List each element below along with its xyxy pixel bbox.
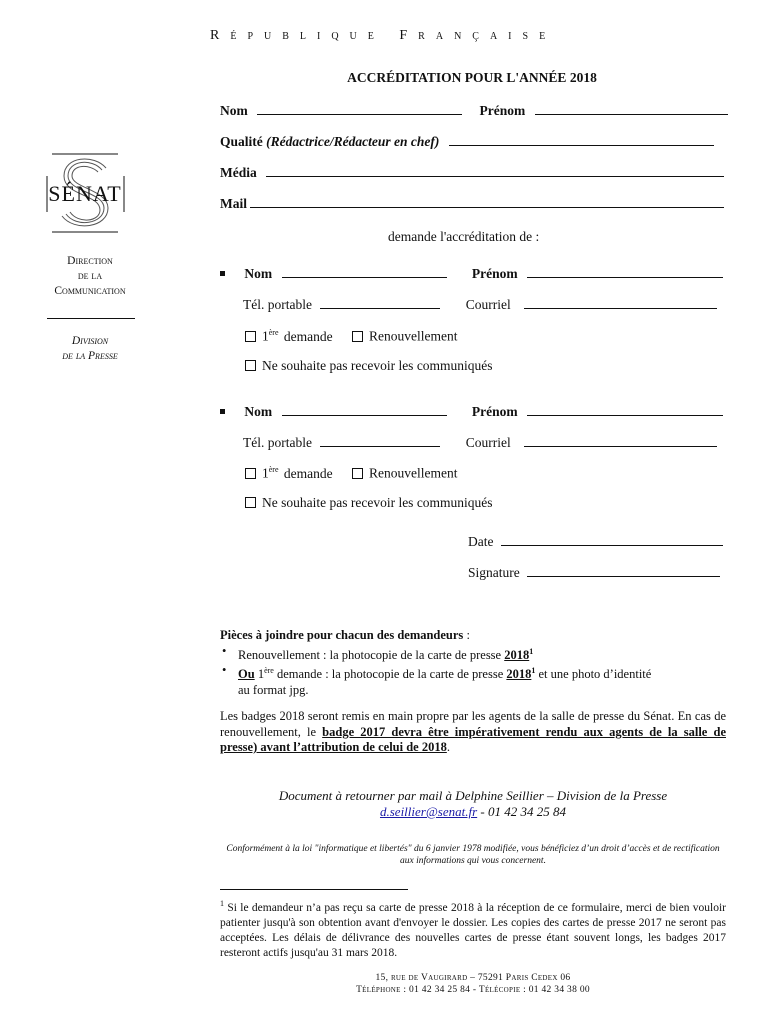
person1-prenom-field[interactable]: [527, 276, 723, 278]
page-title: ACCRÉDITATION POUR L'ANNÉE 2018: [347, 70, 597, 85]
person2-premiere-checkbox[interactable]: [245, 468, 256, 479]
media-row: [220, 165, 724, 181]
nom-field[interactable]: [257, 113, 462, 115]
person2-nocom-checkbox[interactable]: [245, 497, 256, 508]
media-field[interactable]: [266, 175, 724, 177]
person2-contact-row: [243, 435, 747, 451]
person1-nocom-row: Ne souhaite pas recevoir les communiqués: [245, 358, 749, 374]
qualite-hint: (Rédactrice/Rédacteur en chef): [266, 134, 440, 149]
person2-type-row: 1ère demande Renouvellement: [245, 465, 749, 482]
person2-nom-field[interactable]: [282, 414, 447, 416]
prenom-field[interactable]: [535, 113, 728, 115]
signature-label: Signature: [468, 565, 520, 580]
person2-courriel-label: Courriel: [465, 435, 511, 450]
senat-logo-text: SÉNAT: [48, 181, 122, 206]
return-info: Document à retourner par mail à Delphine Seillier – Division de la Presse d.seillier@senat.fr - 01 42 34 25 84: [278, 788, 668, 819]
media-label: Média: [220, 165, 257, 180]
qualite-field[interactable]: [449, 144, 714, 146]
person1-courriel-field[interactable]: [524, 307, 717, 309]
qualite-label: Qualité: [220, 134, 263, 149]
qualite-row: [220, 134, 724, 150]
date-field[interactable]: [501, 544, 723, 546]
footnote-rule: [220, 889, 408, 890]
bullet-icon: [220, 409, 225, 414]
division-presse: Division de la Presse: [62, 335, 118, 362]
pieces-item-2: • Ou 1ère demande : la photocopie de la carte de presse 2018$^1$ et une photo d’identité au format jpg.: [222, 663, 652, 697]
sidebar-divider: [47, 318, 135, 319]
pieces-item-1: • Renouvellement : la photocopie de la carte de presse 2018$^1$: [222, 643, 534, 662]
direction-communication: Direction de la Communication: [54, 255, 126, 297]
demande-text: demande l'accréditation de :: [388, 229, 540, 244]
nom-label: Nom: [220, 103, 248, 118]
person2-nocom-row: Ne souhaite pas recevoir les communiqués: [245, 495, 749, 511]
person1-name-row: [220, 266, 724, 282]
pieces-section: Pièces à joindre pour chacun des demandeurs : • Renouvellement : la photocopie de la carte de presse 2018$^1$ • Ou 1ère demande : la photocopie de la carte de presse 2018$^1$ et une photo d’identité au format jpg.: [220, 628, 726, 698]
person2-tel-field[interactable]: [320, 445, 440, 447]
mail-row: [220, 196, 724, 212]
person2-nom-label: Nom: [244, 404, 273, 419]
person2-name-row: [220, 404, 724, 420]
person1-premiere-checkbox[interactable]: [245, 331, 256, 342]
person2-prenom-label: Prénom: [471, 404, 518, 419]
person1-renouvellement-checkbox[interactable]: [352, 331, 363, 342]
person2-renouvellement-checkbox[interactable]: [352, 468, 363, 479]
signature-field[interactable]: [527, 575, 720, 577]
pieces-heading: Pièces à joindre pour chacun des demandeurs: [220, 628, 464, 642]
contact-email-link[interactable]: d.seillier@senat.fr: [379, 804, 478, 819]
mail-label: Mail: [220, 196, 247, 211]
person2-prenom-field[interactable]: [527, 414, 723, 416]
date-row: [468, 534, 724, 550]
header-republique: République Française: [210, 28, 557, 43]
person1-nom-label: Nom: [244, 266, 273, 281]
person1-contact-row: [243, 297, 747, 313]
nom-prenom-row: [220, 103, 724, 119]
person1-tel-field[interactable]: [320, 307, 440, 309]
signature-row: [468, 565, 724, 581]
mail-field[interactable]: [250, 206, 724, 208]
address-footer: 15, rue de Vaugirard – 75291 Paris Cedex 06 Téléphone : 01 42 34 25 84 - Télécopie : 01 42 34 38 00: [356, 973, 590, 995]
date-label: Date: [468, 534, 494, 549]
person1-nocom-checkbox[interactable]: [245, 360, 256, 371]
person1-nom-field[interactable]: [282, 276, 447, 278]
person2-tel-label: Tél. portable: [243, 435, 312, 450]
person1-tel-label: Tél. portable: [243, 297, 312, 312]
badges-paragraph: Les badges 2018 seront remis en main propre par les agents de la salle de presse du Sénat. En cas de renouvellement, le badge 2017 devra être impérativement rendu aux agents de la salle de presse) avant l’attribution de celui de 2018.: [220, 709, 726, 754]
person1-type-row: 1ère demande Renouvellement: [245, 328, 749, 345]
person1-prenom-label: Prénom: [471, 266, 518, 281]
bullet-icon: [220, 271, 225, 276]
prenom-label: Prénom: [479, 103, 526, 118]
footnote: $^1$ Si le demandeur n’a pas reçu sa carte de presse 2018 à la réception de ce formulaire, merci de bien vouloir patienter jusqu'à son obtention avant d'envoyer le dossier. Les copies des cartes de presse 2017 ne seront pas acceptées. Les délais de délivrance des nouvelles cartes de presse étant souvent longs, les badges 2017 resteront actifs jusqu'au 31 mars 2018.: [220, 899, 726, 959]
legal-notice: Conformément à la loi "informatique et libertés" du 6 janvier 1978 modifiée, vous bénéficiez d’un droit d’accès et de rectification aux informations qui vous concernent.: [226, 844, 720, 866]
person1-courriel-label: Courriel: [465, 297, 511, 312]
senat-logo: [40, 152, 138, 234]
person2-courriel-field[interactable]: [524, 445, 717, 447]
